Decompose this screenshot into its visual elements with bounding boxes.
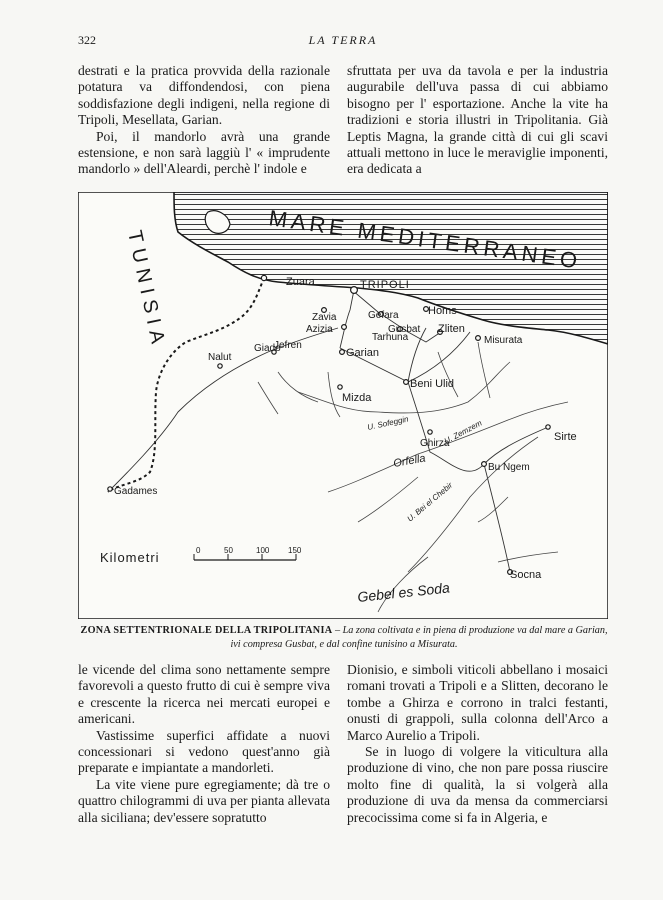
place-dot: [218, 364, 222, 368]
place-label-tarhuna: Tarhuna: [372, 332, 409, 343]
scale-tick-100: 100: [256, 546, 270, 555]
paragraph: Vastissime superfici affidate a nuovi concessionari si vedono quest'anno già preparate e impiantate a mandorleti.: [78, 727, 330, 776]
place-dot: [428, 430, 432, 434]
place-label-zuara: Zuara: [286, 276, 315, 288]
place-label-orfella: Orfella: [392, 452, 427, 470]
place-label-zliten: Zliten: [438, 323, 465, 335]
place-label-ghirza: Ghirza: [420, 438, 450, 449]
place-label-zavia: Zavia: [312, 312, 337, 323]
paragraph: Se in luogo di volgere la viticultura alla produzione di vino, che non pare possa riuscire molto fine di qualità, la si volgerà alla produzione di uva da mensa da commerciarsi precocissima come si fa in Algeria, e: [347, 744, 608, 825]
caption-text: – La zona coltivata e in piena di produzione va dal mare a Garian, ivi compresa Gusbat, e dal confine tunisino a Misurata.: [230, 625, 608, 650]
running-title: LA TERRA: [308, 33, 378, 47]
wadi-label-bei-el-chebir: U. Bei el Chebir: [405, 480, 455, 524]
paragraph: le vicende del clima sono nettamente sempre favorevoli a questo frutto di cui è sempre viva e crescente la ricerca nei mercati europei e americani.: [78, 662, 330, 727]
place-label-tripoli: TRIPOLI: [360, 279, 410, 291]
place-label-mizda: Mizda: [342, 392, 372, 404]
place-dot: [546, 425, 550, 429]
top-right-column: [347, 63, 608, 178]
top-left-column: [78, 63, 330, 178]
place-dot: [338, 385, 342, 389]
sea-label: MARE MEDITERRANEO: [267, 205, 583, 274]
figure-caption: [78, 624, 610, 652]
paragraph: Poi, il mandorlo avrà una grande estensione, e non sarà laggiù l' « imprudente mandorlo » dell'Aleardi, perchè l' indole e: [78, 128, 330, 177]
place-dot: [404, 380, 409, 385]
place-dot: [108, 487, 112, 491]
place-label-azizia: Azizia: [306, 324, 333, 335]
place-dot: [342, 325, 347, 330]
bottom-left-column: [78, 662, 330, 826]
place-label-giado: Giado: [254, 343, 281, 354]
country-label: TUNISIA: [123, 228, 170, 352]
place-label-misurata: Misurata: [484, 335, 523, 346]
paragraph: La vite viene pure egregiamente; dà tre o quattro chilogrammi di uva per pianta allevata alla siciliana; dev'essere sopratutto: [78, 776, 330, 825]
scale-tick-150: 150: [288, 546, 302, 555]
paragraph: destrati e la pratica provvida della razionale potatura va diffondendosi, con piena soddisfazione degli indigeni, nella regione di Tripoli, Mesellata, Garian.: [78, 63, 330, 128]
wadi-label-zemzem: U. Zemzem: [442, 418, 484, 446]
place-label-jefren: Jefren: [274, 340, 302, 351]
wadi-label-sofeggin: U. Sofeggin: [366, 414, 410, 432]
paragraph: Dionisio, e simboli viticoli abbellano i mosaici romani trovati a Tripoli e a Slitten, decorano le tombe a Ghirza e corrono in tralci festanti, onusti di grappoli, sulla colonna dell'Arco a Marco Aurelio a Tripoli.: [347, 662, 608, 743]
place-label-gefara: Gefara: [368, 310, 399, 321]
tripolitania-map: [78, 192, 608, 619]
place-label-gadames: Gadames: [114, 486, 158, 497]
place-label-bu-ngem: Bu Ngem: [488, 462, 530, 473]
caption-lead: ZONA SETTENTRIONALE DELLA TRIPOLITANIA: [80, 625, 333, 636]
place-dot: [482, 462, 487, 467]
map-figure: [78, 192, 608, 619]
place-dot: [340, 350, 345, 355]
scale-label: Kilometri: [100, 550, 160, 565]
place-dot: [476, 336, 481, 341]
place-dot: [261, 275, 266, 280]
page-number: 322: [78, 33, 96, 47]
paragraph: sfruttata per uva da tavola e per la industria augurabile dell'uva passa di cui abbiamo bisogno per l' esportazione. Anche la vite ha tradizioni e storia illustri in Tripolitania. Già Leptis Magna, la grande città di cui gli scavi attuali mettono in luce le meraviglie imponenti, era dedicata a: [347, 63, 608, 177]
place-dot: [351, 287, 358, 294]
place-label-sirte: Sirte: [554, 431, 577, 443]
place-label-socna: Socna: [510, 569, 542, 581]
place-label-garian: Garian: [346, 347, 380, 359]
page-header: [78, 33, 608, 49]
region-label-gebel-es-soda: Gebel es Soda: [356, 579, 451, 605]
place-label-nalut: Nalut: [208, 352, 232, 363]
bottom-right-column: [347, 662, 608, 826]
place-label-gusbat: Gusbat: [388, 324, 421, 335]
scale-tick-0: 0: [196, 546, 201, 555]
place-label-homs: Homs: [428, 305, 457, 317]
place-label-beni-ulid: Beni Ulid: [410, 378, 455, 390]
scale-tick-50: 50: [224, 546, 233, 555]
